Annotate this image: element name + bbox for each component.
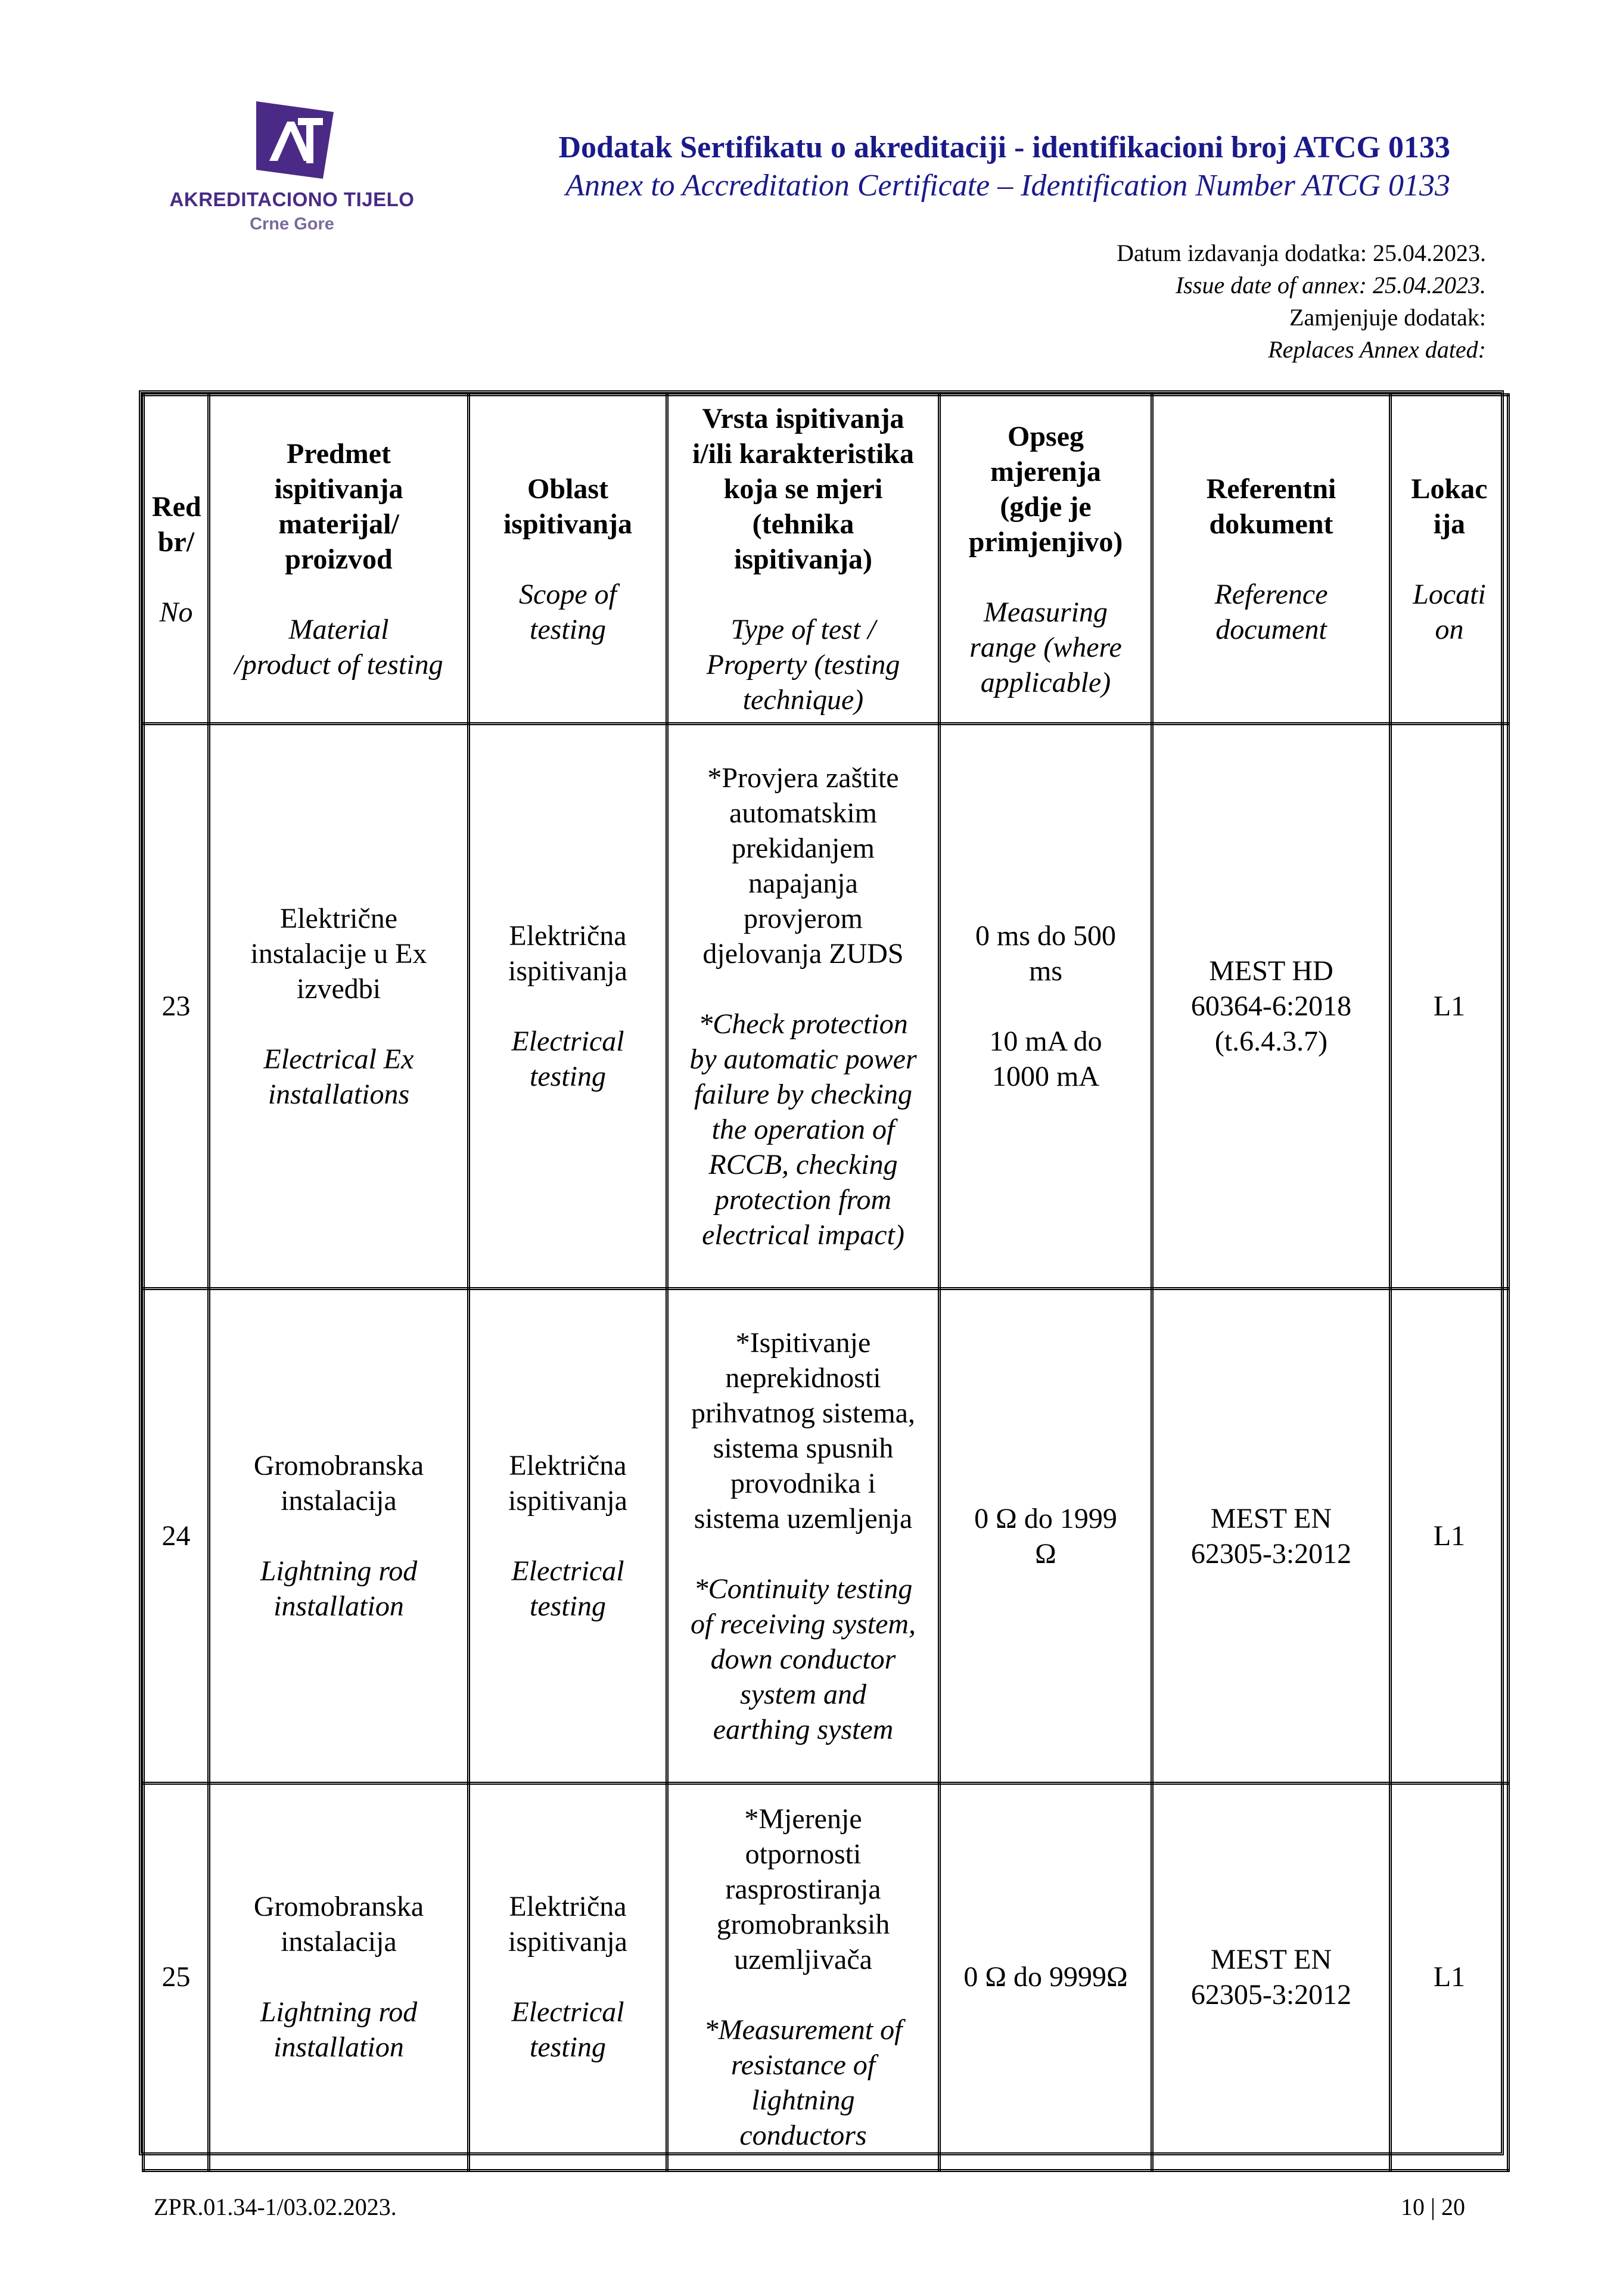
- reference-text: 60364-6:2018: [1190, 990, 1352, 1022]
- material-text-english: Lightning rod: [260, 1996, 418, 2028]
- header-label-english: Reference: [1214, 579, 1328, 610]
- test-text-english: lightning: [751, 2084, 855, 2116]
- test-text: neprekidnosti: [725, 1362, 881, 1394]
- cell-range: [940, 1784, 1152, 2171]
- header-label: Vrsta ispitivanja: [702, 403, 904, 434]
- issue-date-english: Issue date of annex: 25.04.2023.: [1175, 272, 1486, 299]
- test-text-english: down conductor: [710, 1643, 896, 1675]
- logo-name: AKREDITACIONO TIJELO: [169, 188, 415, 210]
- table-header-row: [144, 395, 1509, 724]
- test-text: prihvatnog sistema,: [691, 1397, 915, 1429]
- reference-text: MEST HD: [1209, 955, 1333, 987]
- header-label-english: Property (testing: [706, 649, 900, 681]
- cell-test-type: [667, 724, 940, 1289]
- header-label: Lokac: [1411, 473, 1488, 505]
- test-text: gromobranksih: [716, 1908, 890, 1940]
- reference-text: MEST EN: [1210, 1502, 1332, 1534]
- page-number: 10 | 20: [1400, 2194, 1465, 2220]
- replaces-annex-english: Replaces Annex dated:: [1268, 336, 1486, 363]
- scope-text-english: testing: [530, 1061, 606, 1092]
- test-text: prekidanjem: [732, 832, 875, 864]
- test-text: djelovanja ZUDS: [702, 937, 904, 970]
- header-label: ispitivanja): [733, 543, 873, 575]
- header-label-english: Type of test /: [730, 614, 876, 645]
- cell-test-type: [667, 1289, 940, 1784]
- header-label-english: technique): [742, 684, 864, 716]
- test-text-english: resistance of: [730, 2049, 876, 2081]
- range-text: ms: [1028, 955, 1062, 987]
- scope-text: Električna: [509, 1450, 627, 1481]
- col-header-scope: [469, 395, 667, 724]
- test-text: provjerom: [744, 902, 863, 934]
- scope-text: ispitivanja: [508, 955, 627, 987]
- location-text: L1: [1433, 1520, 1466, 1552]
- accreditation-logo: [161, 101, 423, 232]
- cell-no: [144, 1784, 209, 2171]
- cell-test-type: [667, 1784, 940, 2171]
- header-label: (gdje je: [1000, 490, 1092, 523]
- reference-text: MEST EN: [1210, 1943, 1332, 1975]
- header-label: materijal/: [278, 508, 399, 540]
- test-text-english: the operation of: [711, 1113, 895, 1145]
- header-label: (tehnika: [752, 508, 854, 540]
- material-text-english: Lightning rod: [260, 1555, 418, 1587]
- material-text: Električne: [279, 902, 398, 934]
- logo-mark-icon: [256, 101, 334, 179]
- col-header-location: [1391, 395, 1509, 724]
- row-number: 25: [161, 1961, 191, 1993]
- material-text: Gromobranska: [253, 1891, 424, 1922]
- cell-material: [209, 724, 469, 1289]
- cell-scope: [469, 724, 667, 1289]
- header-label: Red: [152, 490, 201, 523]
- test-text: sistema uzemljenja: [694, 1502, 913, 1534]
- header-label-english: range (where: [969, 631, 1122, 663]
- test-text: rasprostiranja: [725, 1873, 881, 1905]
- reference-text: 62305-3:2012: [1190, 1537, 1352, 1570]
- cell-location: [1391, 1784, 1509, 2171]
- range-text: 0 ms do 500: [975, 920, 1116, 952]
- header-label-english: applicable): [980, 666, 1111, 698]
- cell-reference: [1152, 724, 1391, 1289]
- col-header-no: [144, 395, 209, 724]
- cell-material: [209, 1289, 469, 1784]
- issue-date: Datum izdavanja dodatka: 25.04.2023.: [1117, 240, 1486, 266]
- cell-reference: [1152, 1784, 1391, 2171]
- location-text: L1: [1433, 1961, 1466, 1993]
- table-row: [144, 1784, 1509, 2171]
- cell-range: [940, 724, 1152, 1289]
- material-text-english: installation: [273, 1590, 404, 1622]
- test-text: *Mjerenje: [744, 1803, 862, 1835]
- col-header-test-type: [667, 395, 940, 724]
- test-text-english: electrical impact): [702, 1219, 904, 1251]
- scope-text: Električna: [509, 1891, 627, 1922]
- header-label: primjenjivo): [968, 526, 1123, 558]
- test-text-english: RCCB, checking: [708, 1148, 898, 1180]
- range-text: Ω: [1035, 1537, 1056, 1570]
- cell-material: [209, 1784, 469, 2171]
- header-label: Predmet: [286, 438, 391, 470]
- reference-text: (t.6.4.3.7): [1214, 1026, 1328, 1057]
- header-label: Referentni: [1206, 473, 1336, 505]
- logo-subtitle: Crne Gore: [250, 215, 334, 234]
- test-text-english: conductors: [739, 2119, 867, 2151]
- header-label: dokument: [1209, 508, 1333, 540]
- cell-no: [144, 1289, 209, 1784]
- cell-no: [144, 724, 209, 1289]
- document-title: Dodatak Sertifikatu o akreditaciji - identifikacioni broj ATCG 0133: [558, 131, 1450, 164]
- row-number: 23: [161, 990, 191, 1022]
- header-label-english: Material: [288, 614, 389, 645]
- reference-text: 62305-3:2012: [1190, 1978, 1352, 2011]
- header-label-english: Locati: [1413, 579, 1486, 610]
- header-label: ispitivanja: [274, 473, 403, 505]
- test-text: sistema spusnih: [713, 1432, 894, 1464]
- test-text-english: *Continuity testing: [694, 1573, 913, 1605]
- table-row: [144, 1289, 1509, 1784]
- test-text-english: by automatic power: [689, 1043, 917, 1075]
- range-text: 1000 mA: [992, 1061, 1099, 1092]
- material-text: instalacija: [281, 1485, 397, 1517]
- row-number: 24: [161, 1520, 191, 1552]
- material-text: izvedbi: [296, 973, 381, 1005]
- material-text: instalacije u Ex: [250, 937, 427, 970]
- header-label: br/: [157, 526, 195, 558]
- col-header-material: [209, 395, 469, 724]
- header-label: koja se mjeri: [723, 473, 883, 505]
- range-text: 10 mA do: [989, 1026, 1102, 1057]
- range-text: 0 Ω do 9999Ω: [963, 1961, 1128, 1993]
- header-label: Oblast: [527, 473, 609, 505]
- material-text-english: Electrical Ex: [263, 1043, 414, 1075]
- material-text: Gromobranska: [253, 1450, 424, 1481]
- header-label-english: /product of testing: [234, 649, 443, 681]
- scope-text: ispitivanja: [508, 1926, 627, 1958]
- header-label: ispitivanja: [503, 508, 633, 540]
- test-text-english: earthing system: [713, 1713, 894, 1745]
- test-text: automatskim: [729, 797, 877, 829]
- scope-table: [139, 390, 1504, 2155]
- range-text: 0 Ω do 1999: [974, 1502, 1117, 1534]
- scope-text-english: Electrical: [511, 1555, 624, 1587]
- location-text: L1: [1433, 990, 1466, 1022]
- col-header-reference: [1152, 395, 1391, 724]
- cell-range: [940, 1289, 1152, 1784]
- table-row: [144, 724, 1509, 1289]
- header-label: Opseg: [1007, 420, 1084, 452]
- test-text: uzemljivača: [734, 1943, 872, 1975]
- test-text: *Ispitivanje: [735, 1326, 871, 1359]
- header-label-english: document: [1215, 614, 1327, 645]
- replaces-annex: Zamjenjuje dodatak:: [1289, 304, 1486, 331]
- scope-text-english: testing: [530, 1590, 606, 1622]
- material-text: instalacija: [281, 1926, 397, 1958]
- document-title-english: Annex to Accreditation Certificate – Identification Number ATCG 0133: [565, 169, 1450, 203]
- header-label-english: Measuring: [984, 596, 1108, 628]
- scope-text-english: testing: [530, 2031, 606, 2063]
- header-label-english: No: [159, 596, 193, 628]
- test-text: *Provjera zaštite: [707, 762, 899, 794]
- cell-location: [1391, 1289, 1509, 1784]
- scope-text: Električna: [509, 920, 627, 952]
- test-text-english: protection from: [714, 1183, 892, 1216]
- document-code: ZPR.01.34-1/03.02.2023.: [154, 2194, 397, 2220]
- test-text-english: *Check protection: [698, 1008, 908, 1040]
- header-label: i/ili karakteristika: [692, 438, 914, 470]
- material-text-english: installations: [268, 1078, 410, 1110]
- test-text: otpornosti: [745, 1838, 862, 1870]
- scope-text-english: Electrical: [511, 1996, 624, 2028]
- cell-scope: [469, 1289, 667, 1784]
- test-text-english: *Measurement of: [704, 2014, 903, 2046]
- header-label: ija: [1433, 508, 1466, 540]
- test-text-english: failure by checking: [694, 1078, 913, 1110]
- test-text: napajanja: [748, 867, 858, 899]
- scope-text: ispitivanja: [508, 1485, 627, 1517]
- cell-scope: [469, 1784, 667, 2171]
- cell-reference: [1152, 1289, 1391, 1784]
- test-text-english: system and: [740, 1678, 866, 1710]
- header-label: mjerenja: [990, 455, 1101, 487]
- test-text: provodnika i: [730, 1467, 876, 1499]
- material-text-english: installation: [273, 2031, 404, 2063]
- header-label-english: on: [1435, 614, 1464, 645]
- header-label-english: testing: [530, 614, 606, 645]
- header-label: proizvod: [285, 543, 393, 575]
- cell-location: [1391, 724, 1509, 1289]
- col-header-range: [940, 395, 1152, 724]
- header-label-english: Scope of: [519, 579, 617, 610]
- scope-text-english: Electrical: [511, 1026, 624, 1057]
- annex-meta: [1117, 237, 1486, 366]
- test-text-english: of receiving system,: [690, 1608, 916, 1640]
